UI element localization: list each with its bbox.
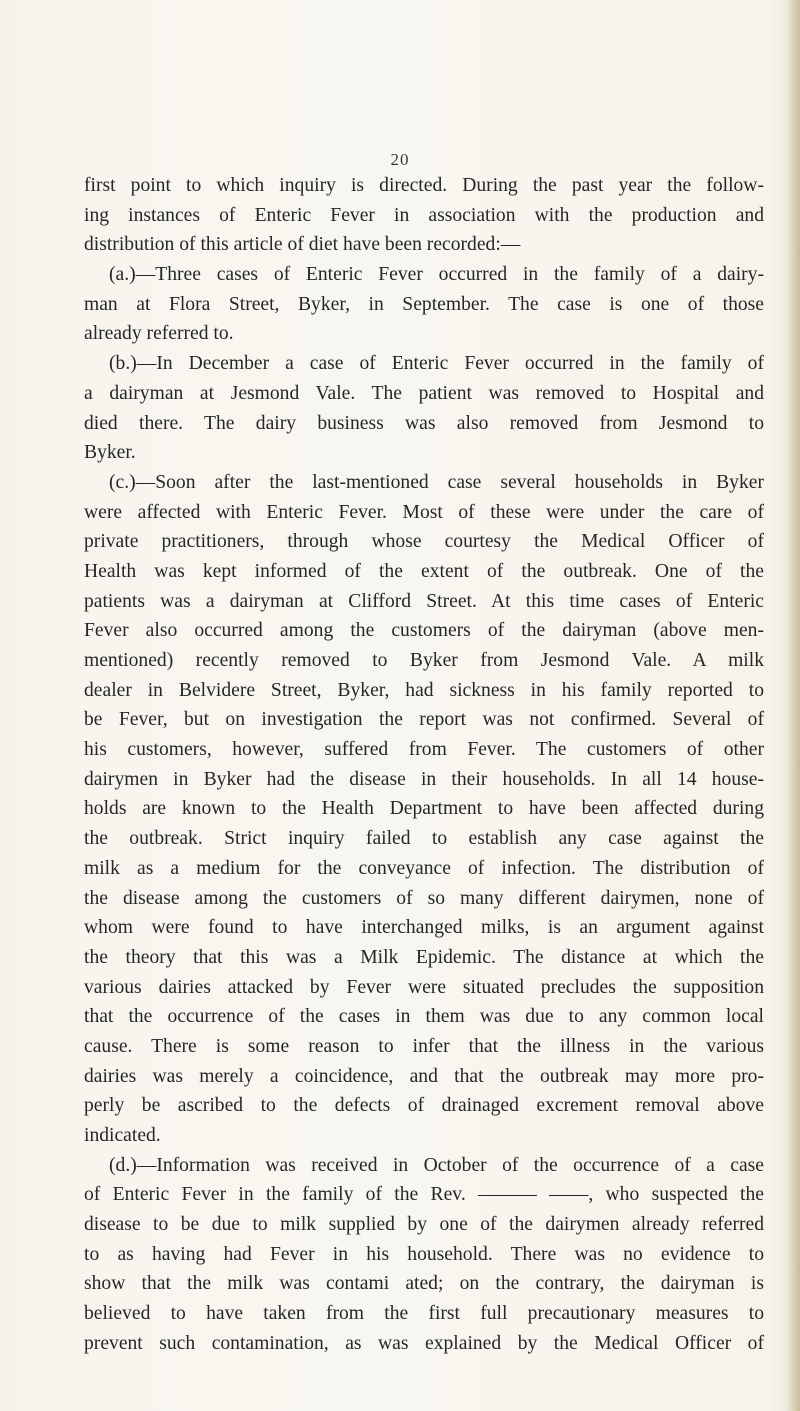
- text-line: the disease among the customers of so many different dairymen, none of: [84, 887, 764, 909]
- text-line: Byker.: [84, 442, 136, 464]
- text-line: distribution of this article of diet have been recorded:—: [84, 234, 521, 256]
- text-line: (b.)—In December a case of Enteric Fever occurred in the family of: [109, 353, 764, 375]
- text-line: Fever also occurred among the customers of the dairyman (above men-: [84, 620, 764, 642]
- text-line: died there. The dairy business was also removed from Jesmond to: [84, 412, 764, 434]
- text-line: to as having had Fever in his household. There was no evidence to: [84, 1243, 764, 1265]
- text-line: the outbreak. Strict inquiry failed to establish any case against the: [84, 828, 764, 850]
- text-line: dairymen in Byker had the disease in their households. In all 14 house-: [84, 768, 764, 790]
- text-line: show that the milk was contami ated; on the contrary, the dairyman is: [84, 1273, 764, 1295]
- text-line: mentioned) recently removed to Byker from Jesmond Vale. A milk: [84, 650, 764, 671]
- text-line: (d.)—Information was received in October of the occurrence of a case: [109, 1154, 764, 1176]
- text-line: dairies was merely a coincidence, and that the outbreak may more pro-: [84, 1065, 764, 1087]
- page-binding-edge: [786, 0, 800, 1411]
- body-text: [84, 171, 764, 1359]
- text-line: prevent such contamination, as was explained by the Medical Officer of: [84, 1332, 764, 1354]
- text-line: be Fever, but on investigation the report was not confirmed. Several of: [84, 709, 764, 731]
- text-line: his customers, however, suffered from Fever. The customers of other: [84, 739, 764, 761]
- text-line: were affected with Enteric Fever. Most of these were under the care of: [84, 501, 764, 523]
- text-line: of Enteric Fever in the family of the Rev. ——— ——, who suspected the: [84, 1184, 764, 1206]
- text-line: Health was kept informed of the extent of the outbreak. One of the: [84, 560, 764, 582]
- text-line: man at Flora Street, Byker, in September. The case is one of those: [84, 293, 764, 315]
- text-line: already referred to.: [84, 323, 234, 345]
- text-line: milk as a medium for the conveyance of infection. The distribution of: [84, 857, 764, 879]
- text-line: (c.)—Soon after the last-mentioned case several households in Byker: [109, 471, 764, 493]
- text-line: private practitioners, through whose courtesy the Medical Officer of: [84, 531, 764, 553]
- text-line: disease to be due to milk supplied by one of the dairymen already referred: [84, 1214, 764, 1236]
- page-number: 20: [390, 150, 410, 169]
- text-line: whom were found to have interchanged milks, is an argument against: [84, 917, 764, 939]
- text-line: believed to have taken from the first full precautionary measures to: [84, 1303, 764, 1325]
- text-line: that the occurrence of the cases in them was due to any common local: [84, 1006, 764, 1028]
- text-line: ing instances of Enteric Fever in association with the production and: [84, 204, 764, 226]
- text-line: cause. There is some reason to infer that the illness in the various: [84, 1035, 764, 1057]
- text-line: (a.)—Three cases of Enteric Fever occurred in the family of a dairy-: [109, 264, 764, 286]
- text-line: perly be ascribed to the defects of drainaged excrement removal above: [84, 1095, 764, 1117]
- text-line: various dairies attacked by Fever were situated precludes the supposition: [84, 976, 764, 998]
- text-line: dealer in Belvidere Street, Byker, had sickness in his family reported to: [84, 679, 764, 701]
- text-line: a dairyman at Jesmond Vale. The patient was removed to Hospital and: [84, 382, 764, 404]
- text-line: the theory that this was a Milk Epidemic. The distance at which the: [84, 946, 764, 968]
- text-line: holds are known to the Health Department to have been affected during: [84, 798, 764, 820]
- text-line: indicated.: [84, 1125, 161, 1146]
- text-line: patients was a dairyman at Clifford Street. At this time cases of Enteric: [84, 590, 764, 612]
- text-line: first point to which inquiry is directed. During the past year the follow-: [84, 175, 764, 196]
